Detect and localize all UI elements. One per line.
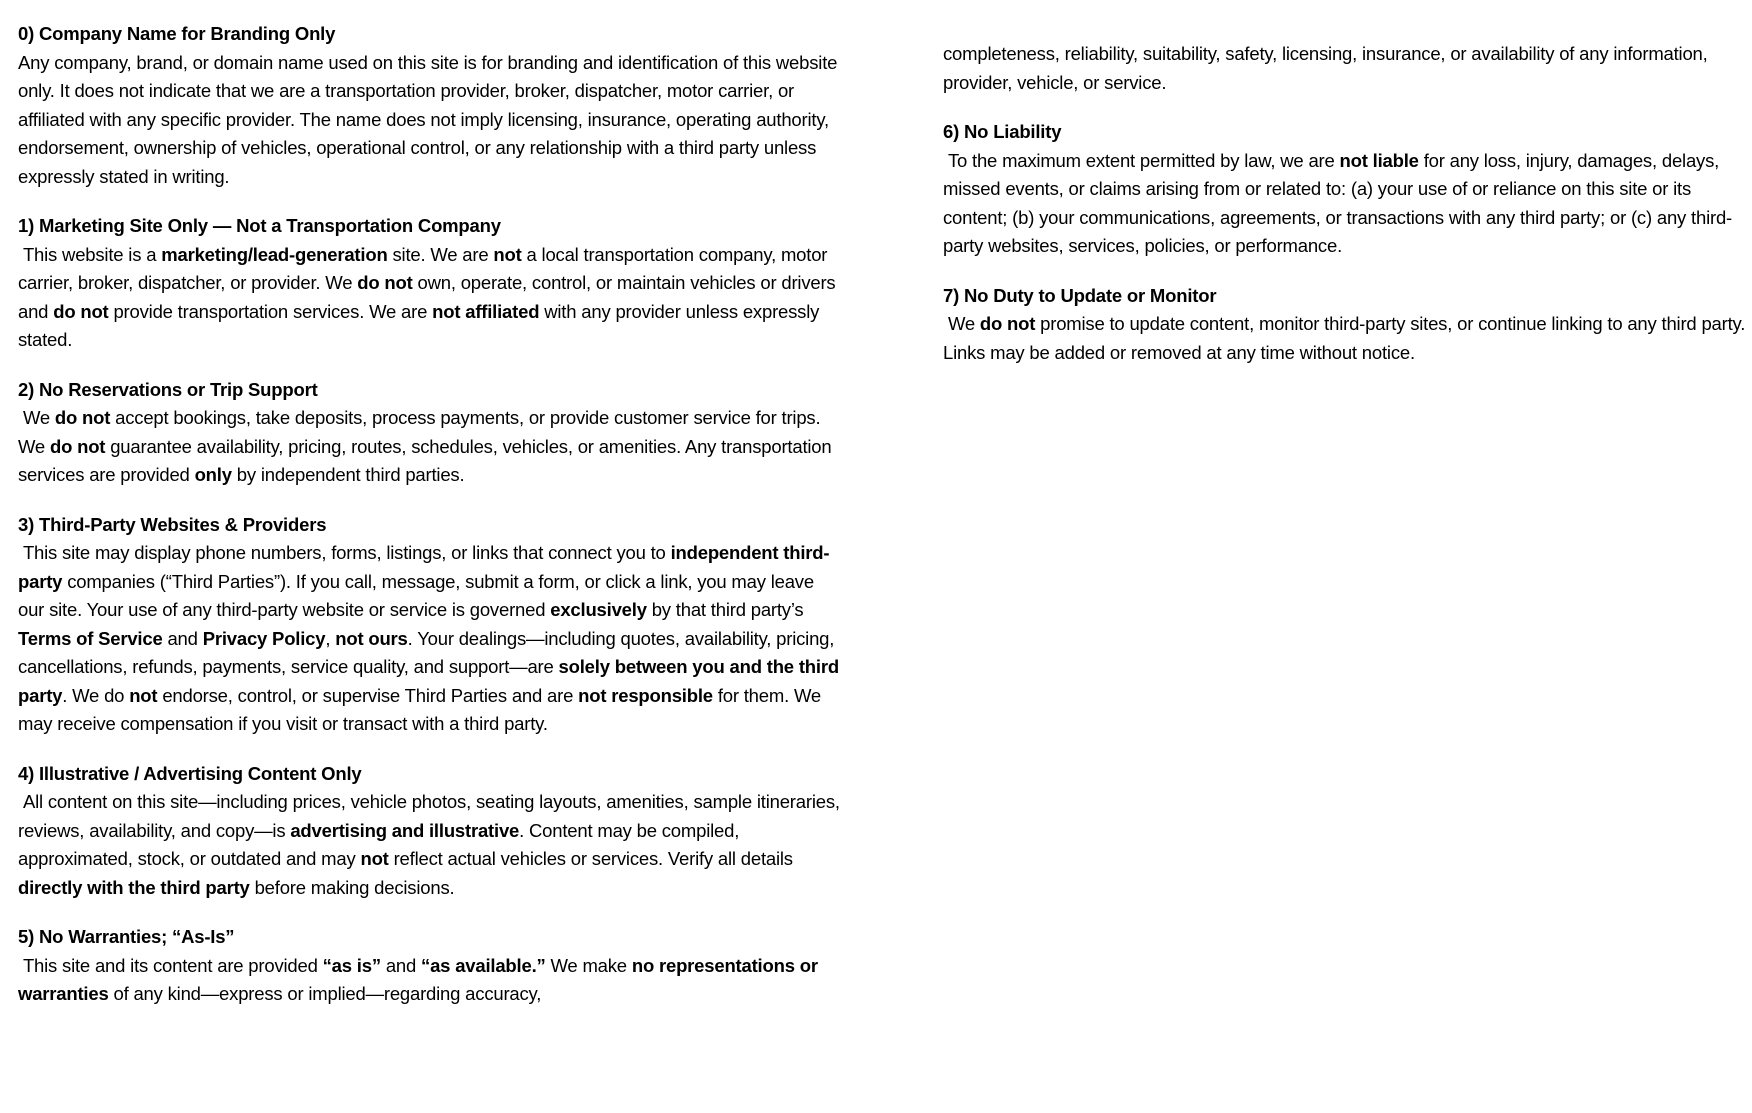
section-3: [18, 511, 840, 739]
text-segment: All content on this site—including prices, vehicle photos, seating layouts, amenities, sample itineraries, reviews, availability, and copy—is: [18, 791, 840, 841]
bold-text-segment: no representations or warranties: [18, 954, 818, 1004]
text-segment: Any company, brand, or domain name used on this site is for branding and identification of this website only. It does not indicate that we are a transportation provider, broker, dispatcher, motor carrier, or affiliated with any specific provider. The name does not imply licensing, insurance, operating authority, endorsement, ownership of vehicles, operational control, or any relationship with a third party unless expressly stated in writing.: [18, 51, 838, 187]
section-heading: 4) Illustrative / Advertising Content Only: [18, 762, 362, 784]
text-segment: reflect actual vehicles or services. Verify all details: [388, 848, 793, 869]
bold-text-segment: directly with the third party: [18, 876, 250, 898]
section-body: [18, 49, 840, 192]
bold-text-segment: “as available.”: [421, 954, 546, 976]
bold-text-segment: do not: [53, 300, 109, 322]
disclaimer-left-column: [18, 20, 840, 1030]
bold-text-segment: independent third-party: [18, 542, 830, 592]
section-5: [18, 923, 840, 1009]
section-4: [18, 760, 840, 903]
text-segment: by independent third parties.: [231, 464, 465, 485]
text-segment: and: [162, 627, 203, 649]
text-segment: with any provider unless expressly stated.: [18, 300, 820, 350]
text-segment: own, operate, control, or maintain vehicles or drivers and: [18, 272, 836, 322]
section-continuation: [943, 40, 1749, 97]
text-segment: To the maximum extent permitted by law, we are: [943, 149, 1340, 171]
text-segment: provide transportation services. We are: [108, 300, 433, 322]
bold-text-segment: not affiliated: [432, 300, 540, 322]
bold-text-segment: exclusively: [550, 599, 647, 620]
section-body: [18, 241, 840, 355]
bold-text-segment: only: [194, 464, 232, 485]
text-segment: by that third party’s: [646, 599, 804, 620]
section-heading: 7) No Duty to Update or Monitor: [943, 284, 1217, 306]
text-segment: This website is a: [18, 243, 162, 265]
section-body: [18, 788, 840, 902]
text-segment: guarantee availability, pricing, routes, schedules, vehicles, or amenities. Any transportation services are provided: [18, 435, 832, 485]
section-body: [18, 539, 840, 739]
bold-text-segment: not: [493, 243, 522, 265]
text-segment: of any kind—express or implied—regarding accuracy,: [108, 983, 542, 1004]
text-segment: for them. We may receive compensation if you visit or transact with a third party.: [18, 684, 821, 734]
section-7: [943, 282, 1749, 368]
section-6: [943, 118, 1749, 261]
bold-text-segment: marketing/lead-generation: [161, 243, 388, 265]
text-segment: before making decisions.: [249, 876, 455, 898]
section-body: [18, 404, 840, 490]
text-segment: promise to update content, monitor third-party sites, or continue linking to any third party. Links may be added or removed at any time without notice.: [943, 313, 1746, 363]
bold-text-segment: do not: [357, 272, 413, 293]
text-segment: accept bookings, take deposits, process payments, or provide customer service for trips. We: [18, 407, 821, 457]
text-segment: endorse, control, or supervise Third Parties and are: [157, 684, 579, 706]
section-heading: 6) No Liability: [943, 121, 1062, 142]
bold-text-segment: not: [360, 848, 389, 869]
section-1: [18, 212, 840, 355]
bold-text-segment: do not: [49, 435, 106, 457]
bold-text-segment: “as is”: [322, 954, 381, 976]
section-body: [943, 40, 1749, 97]
text-segment: We make: [545, 954, 632, 976]
text-segment: ,: [325, 627, 336, 649]
section-heading: 3) Third-Party Websites & Providers: [18, 513, 327, 535]
disclaimer-right-column: [943, 40, 1749, 388]
section-heading: 5) No Warranties; “As-Is”: [18, 926, 235, 947]
text-segment: . Content may be compiled, approximated, stock, or outdated and may: [18, 819, 740, 869]
text-segment: companies (“Third Parties”). If you call, message, submit a form, or click a link, you may leave our site. Your use of any third-party website or service is governed: [18, 570, 814, 620]
text-segment: We: [943, 313, 980, 334]
bold-text-segment: Privacy Policy: [202, 627, 326, 649]
section-0: [18, 20, 840, 191]
text-segment: completeness, reliability, suitability, safety, licensing, insurance, or availability of any information, provider, vehicle, or service.: [943, 43, 1708, 93]
text-segment: site. We are: [387, 243, 494, 265]
section-body: [943, 310, 1749, 367]
text-segment: for any loss, injury, damages, delays, missed events, or claims arising from or related to: (a) your use of or reliance on this site or its content; (b) your communications, agreements, or transactions with any third party; or (c) any third-party websites, services, policies, or performance.: [943, 149, 1732, 256]
bold-text-segment: do not: [979, 313, 1036, 334]
text-segment: We: [18, 407, 55, 428]
bold-text-segment: not responsible: [578, 684, 713, 706]
section-heading: 0) Company Name for Branding Only: [18, 23, 336, 44]
bold-text-segment: do not: [54, 407, 111, 428]
section-body: [943, 147, 1749, 261]
text-segment: a local transportation company, motor carrier, broker, dispatcher, or provider. We: [18, 243, 828, 293]
section-body: [18, 952, 840, 1009]
bold-text-segment: not: [129, 684, 158, 706]
section-heading: 1) Marketing Site Only — Not a Transportation Company: [18, 215, 501, 236]
bold-text-segment: advertising and illustrative: [290, 819, 520, 841]
bold-text-segment: Terms of Service: [18, 627, 163, 649]
text-segment: This site may display phone numbers, forms, listings, or links that connect you to: [18, 542, 671, 563]
bold-text-segment: solely between you and the third party: [18, 656, 839, 706]
section-2: [18, 376, 840, 490]
bold-text-segment: not ours: [335, 627, 408, 649]
text-segment: This site and its content are provided: [18, 954, 323, 976]
text-segment: and: [380, 954, 422, 976]
bold-text-segment: not liable: [1339, 149, 1419, 171]
section-heading: 2) No Reservations or Trip Support: [18, 378, 318, 400]
text-segment: . Your dealings—including quotes, availability, pricing, cancellations, refunds, payments, service quality, and support—are: [18, 627, 835, 677]
text-segment: . We do: [62, 684, 130, 706]
